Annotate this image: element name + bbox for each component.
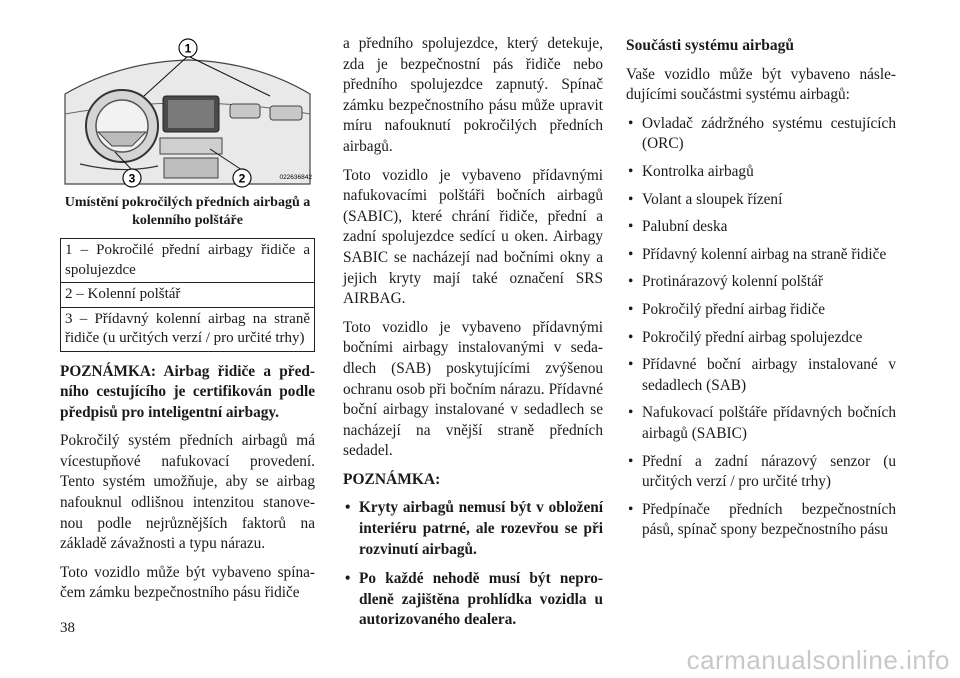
figure-code: 022636842 xyxy=(279,174,312,181)
list-item: • Přídavný kolenní airbag na straně řidiče xyxy=(626,245,896,266)
list-item: • Pokročilý přední airbag spolujezdce xyxy=(626,328,896,349)
components-list xyxy=(626,114,896,541)
list-item: • Přídavné boční airbagy instalované v sedadlech (SAB) xyxy=(626,355,896,396)
paragraph-sabic: Toto vozidlo je vybaveno přídavnými nafukovacími polštáři bočních airbagů (SABIC), které chrání řidiče, přední a zadní spolujezdce sedící u oken. Airbagy SABIC se nacházejí nad bočními okny a jejich kryty mají také označení SRS AIRBAG. xyxy=(343,166,603,308)
paragraph-multistage: Pokročilý systém předních airbagů má vícestupňové nafukovací provedení. Tento systém umožňuje, aby se airbag nafouknul odlišnou intenzitou stanovenou podle nejrůznějších faktorů na základě závažnosti a typu nárazu. xyxy=(60,432,315,553)
callout-1: 1 xyxy=(184,41,192,56)
legend-row xyxy=(61,307,315,351)
list-item: • Pokročilý přední airbag řidiče xyxy=(626,300,896,321)
callout-3: 3 xyxy=(128,171,136,186)
figure-legend-table xyxy=(60,238,315,352)
note-item: • Kryty airbagů nemusí být v obložení interiéru patrné, ale rozevřou se při rozvinutí airbagů. xyxy=(343,498,603,560)
paragraph-sab: Toto vozidlo je vybaveno přídavnými bočními airbagy instalovanými v sedadlech (SAB) poskytujícími zvýšenou ochranu osob při bočním nárazu. Přídavné boční airbagy instalované v sedadlech se nacházejí na vnější straně předních sedadel. xyxy=(343,318,603,460)
callout-2: 2 xyxy=(238,171,246,186)
figure-caption: Umístění pokročilých předních airbagů a kolenního polštáře xyxy=(64,195,311,228)
list-item: • Protinárazový kolenní polštář xyxy=(626,272,896,293)
paragraph-buckle-switch: Toto vozidlo může být vybaveno spínačem zámku bezpečnostního pásu řidiče xyxy=(60,563,315,602)
note-item: • Po každé nehodě musí být neprodleně zajištěna prohlídka vozidla u autorizovaného dealera. xyxy=(343,569,603,631)
list-item: • Palubní deska xyxy=(626,217,896,238)
components-intro: Vaše vozidlo může být vybaveno následujícími součástmi systému airbagů: xyxy=(626,65,896,104)
list-item: • Předpínače předních bezpečnostních pásů, spínač spony bezpečnostního pásu xyxy=(626,500,896,541)
middle-column xyxy=(343,34,603,640)
section-heading: Součásti systému airbagů xyxy=(626,37,794,54)
legend-cell: 2 – Kolenní polštář xyxy=(61,283,315,308)
page-number: 38 xyxy=(60,620,75,636)
list-item: • Ovladač zádržného systému cestujících (ORC) xyxy=(626,114,896,155)
list-item: • Nafukovací polštáře přídavných bočních airbagů (SABIC) xyxy=(626,403,896,444)
list-item: • Přední a zadní nárazový senzor (u určitých verzí / pro určité trhy) xyxy=(626,452,896,493)
legend-cell: 3 – Přídavný kolenní airbag na straně řidiče (u určitých verzí / pro určité trhy) xyxy=(61,307,315,351)
list-item: • Kontrolka airbagů xyxy=(626,162,896,183)
note-list xyxy=(343,498,603,631)
note-certification: POZNÁMKA: Airbag řidiče a předního cestujícího je certifikován podle předpisů pro inteligentní airbagy. xyxy=(60,362,315,421)
left-column xyxy=(60,34,315,612)
dashboard-illustration xyxy=(60,34,315,194)
dashboard-figure xyxy=(60,34,315,194)
right-column xyxy=(626,34,896,548)
legend-row xyxy=(61,283,315,308)
note-heading: POZNÁMKA: xyxy=(343,470,441,488)
paragraph-buckle-continued: a předního spolujezdce, který detekuje, zda je bezpečnostní pás řidiče nebo předního spolujezdce zapnutý. Spínač zámku bezpečnostního pásu může upravit míru nafouknutí pokročilých předních airbagů. xyxy=(343,35,603,155)
list-item: • Volant a sloupek řízení xyxy=(626,190,896,211)
legend-cell: 1 – Pokročilé přední airbagy řidiče a spolujezdce xyxy=(61,239,315,283)
watermark: carmanualsonline.info xyxy=(686,645,950,675)
legend-row xyxy=(61,239,315,283)
